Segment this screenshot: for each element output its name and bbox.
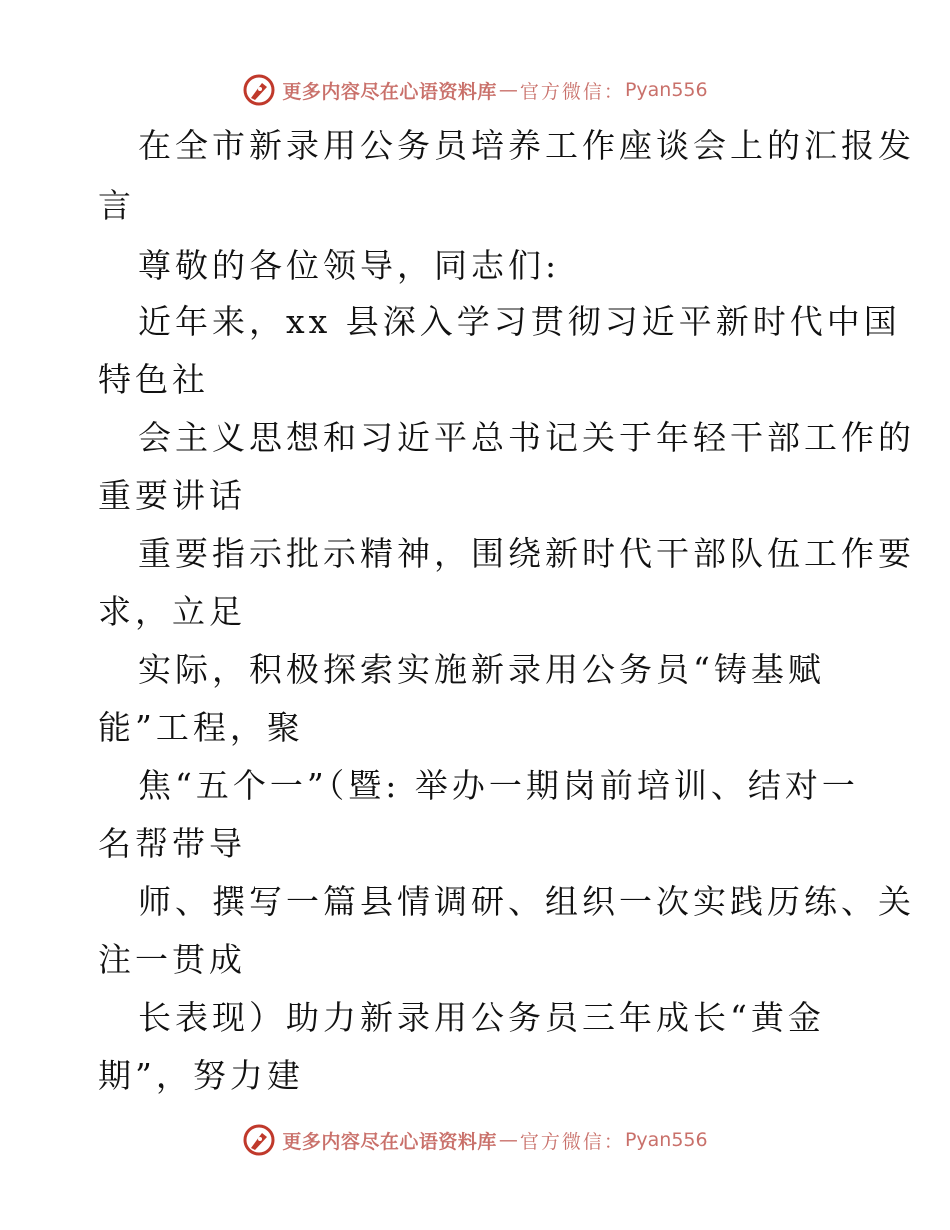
body-line: 长表现）助力新录用公务员三年成长“黄金	[138, 998, 825, 1037]
body-line: 尊敬的各位领导，同志们:	[138, 246, 561, 285]
body-line: 在全市新录用公务员培养工作座谈会上的汇报发	[138, 126, 915, 165]
banner-brand: 更多内容尽在心语资料库	[282, 1130, 497, 1153]
body-line: 实际，积极探索实施新录用公务员“铸基赋	[138, 650, 825, 689]
footer-banner	[0, 1120, 950, 1160]
pen-nib-logo-icon	[242, 73, 276, 107]
body-line: 会主义思想和习近平总书记关于年轻干部工作的	[138, 418, 915, 457]
header-banner	[0, 70, 950, 110]
body-line: 师、撰写一篇县情调研、组织一次实践历练、关	[138, 882, 915, 921]
banner-separator: —	[498, 1129, 518, 1151]
body-line: 近年来，xx 县深入学习贯彻习近平新时代中国	[138, 302, 901, 341]
banner-brand: 更多内容尽在心语资料库	[282, 80, 497, 103]
body-line: 名帮带导	[98, 824, 246, 863]
body-line: 求，立足	[98, 592, 246, 631]
body-line: 重要指示批示精神，围绕新时代干部队伍工作要	[138, 534, 915, 573]
body-line: 能”工程，聚	[98, 708, 304, 747]
banner-separator: —	[498, 79, 518, 101]
banner-wechat-id: Pyan556	[624, 1129, 708, 1151]
banner-official-label: 官方微信：	[519, 80, 625, 103]
body-line: 焦“五个一”（暨: 举办一期岗前培训、结对一	[138, 766, 859, 805]
banner-official-label: 官方微信：	[519, 1130, 625, 1153]
body-line: 重要讲话	[98, 476, 246, 515]
banner-wechat-id: Pyan556	[624, 79, 708, 101]
pen-nib-logo-icon	[242, 1123, 276, 1157]
body-line: 言	[98, 186, 135, 225]
body-line: 注一贯成	[98, 940, 246, 979]
body-line: 特色社	[98, 360, 209, 399]
body-line: 期”，努力建	[98, 1056, 304, 1095]
